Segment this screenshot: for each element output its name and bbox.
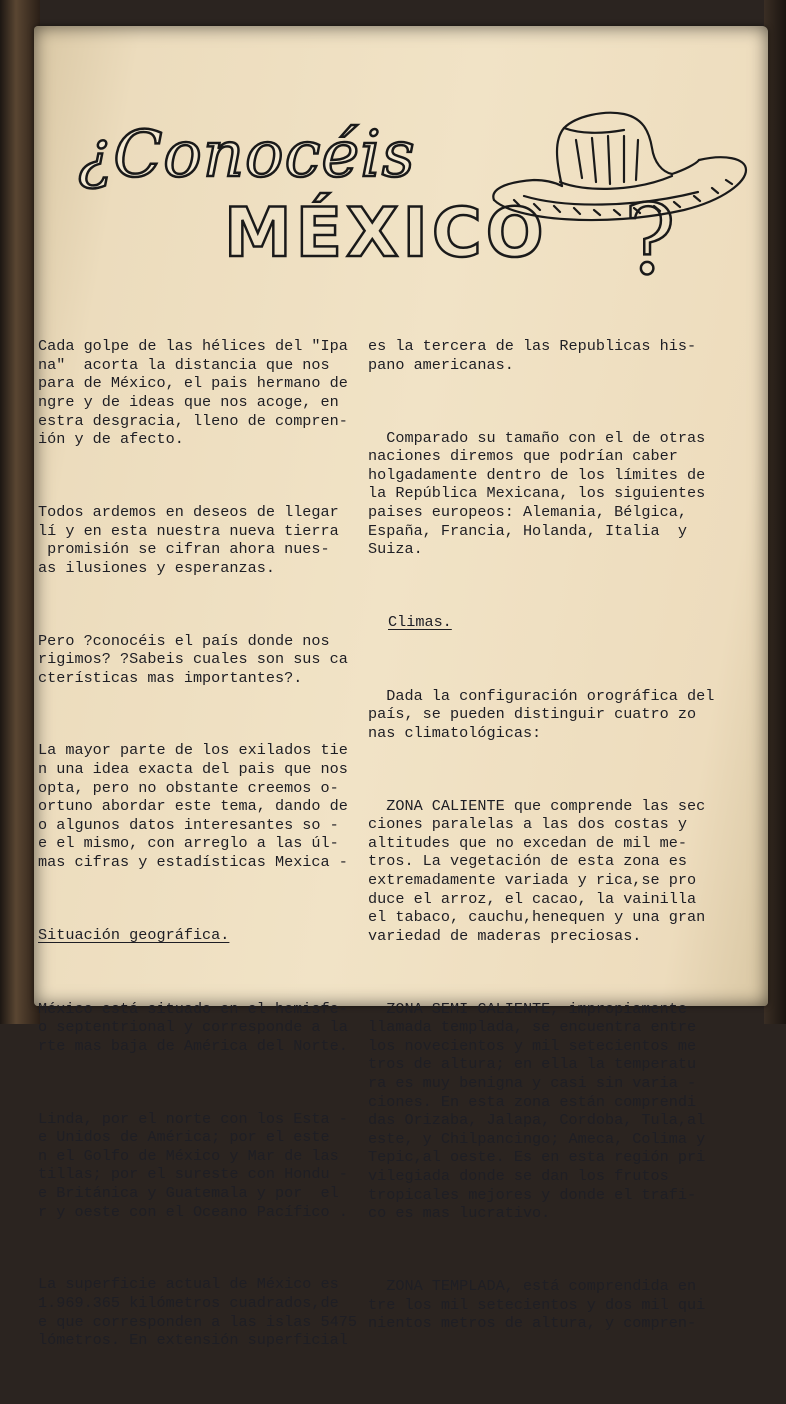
document-page: [34, 26, 768, 1350]
paragraph: Comparado su tamaño con el de otras naciones diremos que podrían caber holgadamente dentro de los límites de la República Mexicana, los siguientes paises europeos: Alemania, Bélgica, España, Francia, Holanda, Italia y Suiza.: [368, 428, 706, 559]
section-heading-climas: Climas.: [388, 612, 452, 631]
paragraph: Todos ardemos en deseos de llegar lí y en esta nuestra nueva tierra promisión se cifran ahora nues- as ilusiones y esperanzas.: [38, 502, 339, 577]
left-column: [38, 300, 368, 1404]
paragraph: ZONA TEMPLADA, está comprendida en tre los mil setecientos y dos mil qui nientos metros de altura, y compren-: [368, 1276, 706, 1333]
paragraph: Cada golpe de las hélices del "Ipa na" acorta la distancia que nos para de México, el pais hermano de ngre y de ideas que nos acoge, en estra desgracia, lleno de compren- ión y de afecto.: [38, 337, 348, 449]
title-conoceis: ¿Conocéis: [78, 118, 416, 192]
paragraph: ZONA CALIENTE que comprende las sec ciones paralelas a las dos costas y altitudes que no excedan de mil me- tros. La vegetación de esta zona es extremadamente variada y rica,se pro duce el arroz, el cacao, la vainilla el tabaco, cauchu,henequen y una gran variedad de maderas preciosas.: [368, 796, 706, 945]
paragraph: Dada la configuración orográfica del país, se pueden distinguir cuatro zo nas climatológicas:: [368, 686, 715, 742]
paragraph: México está situado en el hemisfe- o septentrional y corresponde a la rte mas baja de América del Norte.: [38, 999, 348, 1055]
paragraph: La superficie actual de México es 1.969.365 kilómetros cuadrados,de e que corresponden a las islas 5475 lómetros. En extensión superficial: [38, 1275, 357, 1350]
right-column: [368, 300, 748, 1387]
paragraph: La mayor parte de los exilados tie n una idea exacta del pais que nos opta, pero no obstante creemos o- ortuno abordar este tema, dando de o algunos datos interesantes so - e el mismo, con arreglo a las úl- mas cifras y estadísticas Mexica -: [38, 741, 348, 872]
paragraph: Linda, por el norte con los Esta - e Unidos de América; por el este n el Golfo de México y Mar de las tillas; por el sureste con Hondu - e Británica y Guatemala y por el r y oeste con el Oceano Pacífico .: [38, 1109, 348, 1221]
paragraph: ZONA SEMI CALIENTE, impropiamente llamada templada, se encuentra entre los novecientos y mil setecientos me tros de altura; en ella la temperatu ra es muy benigna y casi sin varia - ciones. En esta zona están comprendi das Orizaba, Jalapa, Cordoba, Tula,al este, y Chilpancingo; Ameca, Colima y Tepic,al oeste. Es en esta región pri vilegiada donde se dan los frutos tropicales mejores y donde el trafi- co es mas lucrativo.: [368, 999, 706, 1223]
section-heading-geografica: Situación geográfica.: [38, 925, 230, 944]
paragraph: es la tercera de las Republicas his- pano americanas.: [368, 337, 697, 374]
title-question-mark: ?: [624, 184, 676, 296]
paragraph: Pero ?conocéis el país donde nos rigimos? ?Sabeis cuales son sus ca cterísticas mas importantes?.: [38, 631, 348, 687]
title-banner: [34, 26, 768, 296]
title-mexico: MÉXICO: [224, 194, 548, 273]
sombrero-icon: [484, 100, 754, 240]
